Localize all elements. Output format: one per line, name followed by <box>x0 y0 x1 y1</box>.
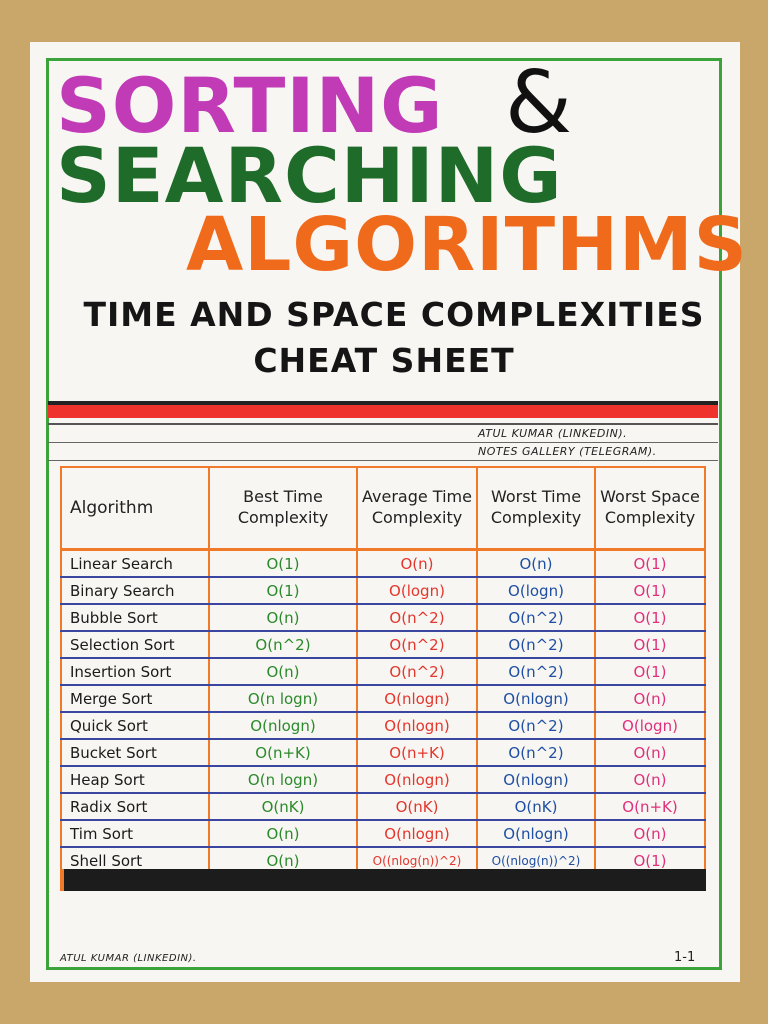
average-time-cell: O(nlogn) <box>357 820 477 847</box>
algorithm-name: Tim Sort <box>61 820 209 847</box>
best-time-cell: O(n) <box>209 820 357 847</box>
header-worst-space: Worst Space Complexity <box>595 467 705 550</box>
average-time-cell: O(n+K) <box>357 739 477 766</box>
average-time-cell: O(nlogn) <box>357 766 477 793</box>
algorithm-name: Radix Sort <box>61 793 209 820</box>
table-row <box>61 685 705 712</box>
best-time-cell: O(1) <box>209 550 357 578</box>
header-best-time: Best Time Complexity <box>209 467 357 550</box>
worst-space-cell: O(1) <box>595 577 705 604</box>
ruled-line <box>48 442 718 443</box>
algorithm-name: Insertion Sort <box>61 658 209 685</box>
best-time-cell: O(n logn) <box>209 685 357 712</box>
algorithm-name: Linear Search <box>61 550 209 578</box>
average-time-cell: O(n^2) <box>357 631 477 658</box>
algorithm-name: Quick Sort <box>61 712 209 739</box>
subtitle-line2: CHEAT SHEET <box>253 341 515 380</box>
average-time-cell: O(nlogn) <box>357 712 477 739</box>
worst-time-cell: O(nlogn) <box>477 820 595 847</box>
table-row <box>61 793 705 820</box>
worst-time-cell: O(n^2) <box>477 739 595 766</box>
best-time-cell: O(n) <box>209 604 357 631</box>
algorithm-name: Binary Search <box>61 577 209 604</box>
table-row <box>61 820 705 847</box>
worst-space-cell: O(n+K) <box>595 793 705 820</box>
worst-time-cell: O(n^2) <box>477 658 595 685</box>
ruled-line <box>48 423 718 425</box>
worst-time-cell: O(n) <box>477 550 595 578</box>
average-time-cell: O(nlogn) <box>357 685 477 712</box>
best-time-cell: O(n logn) <box>209 766 357 793</box>
divider-red <box>48 405 718 418</box>
title-searching: SEARCHING <box>56 131 563 220</box>
best-time-cell: O(nK) <box>209 793 357 820</box>
table-row <box>61 577 705 604</box>
average-time-cell: O(n^2) <box>357 658 477 685</box>
ruled-line <box>48 460 718 461</box>
best-time-cell: O(n) <box>209 847 357 874</box>
average-time-cell: O(logn) <box>357 577 477 604</box>
worst-time-cell: O(logn) <box>477 577 595 604</box>
table-row <box>61 658 705 685</box>
worst-space-cell: O(1) <box>595 604 705 631</box>
worst-space-cell: O(logn) <box>595 712 705 739</box>
worst-time-cell: O(nlogn) <box>477 766 595 793</box>
worst-time-cell: O(n^2) <box>477 712 595 739</box>
best-time-cell: O(n) <box>209 658 357 685</box>
worst-space-cell: O(1) <box>595 550 705 578</box>
complexity-table <box>60 466 706 875</box>
best-time-cell: O(nlogn) <box>209 712 357 739</box>
credit-telegram: NOTES GALLERY (TELEGRAM). <box>478 445 657 458</box>
table-row <box>61 766 705 793</box>
algorithm-name: Bucket Sort <box>61 739 209 766</box>
worst-space-cell: O(n) <box>595 739 705 766</box>
best-time-cell: O(n+K) <box>209 739 357 766</box>
worst-space-cell: O(1) <box>595 631 705 658</box>
table-row <box>61 739 705 766</box>
subtitle-line1: TIME AND SPACE COMPLEXITIES <box>83 295 705 334</box>
algorithm-name: Shell Sort <box>61 847 209 874</box>
table-footer-bar <box>64 869 706 891</box>
title-sorting: SORTING <box>56 61 444 150</box>
title-algorithms: ALGORITHMS <box>186 202 748 288</box>
title-ampersand: & <box>505 53 574 153</box>
average-time-cell: O((nlog(n))^2) <box>357 847 477 874</box>
algorithm-name: Merge Sort <box>61 685 209 712</box>
algorithm-name: Bubble Sort <box>61 604 209 631</box>
header-algorithm: Algorithm <box>61 467 209 550</box>
header-average-time: Average Time Complexity <box>357 467 477 550</box>
worst-time-cell: O(nlogn) <box>477 685 595 712</box>
table-header-row <box>61 467 705 550</box>
table-row <box>61 712 705 739</box>
worst-space-cell: O(1) <box>595 658 705 685</box>
algorithm-name: Heap Sort <box>61 766 209 793</box>
header-worst-time: Worst Time Complexity <box>477 467 595 550</box>
worst-space-cell: O(1) <box>595 847 705 874</box>
footer-page-number: 1-1 <box>674 950 696 965</box>
worst-time-cell: O((nlog(n))^2) <box>477 847 595 874</box>
worst-time-cell: O(n^2) <box>477 631 595 658</box>
table-row <box>61 631 705 658</box>
footer-author: ATUL KUMAR (LINKEDIN). <box>60 953 197 964</box>
table-row <box>61 550 705 578</box>
worst-space-cell: O(n) <box>595 766 705 793</box>
average-time-cell: O(n) <box>357 550 477 578</box>
table-row <box>61 604 705 631</box>
worst-space-cell: O(n) <box>595 820 705 847</box>
average-time-cell: O(nK) <box>357 793 477 820</box>
best-time-cell: O(n^2) <box>209 631 357 658</box>
average-time-cell: O(n^2) <box>357 604 477 631</box>
algorithm-name: Selection Sort <box>61 631 209 658</box>
worst-time-cell: O(nK) <box>477 793 595 820</box>
credit-linkedin: ATUL KUMAR (LINKEDIN). <box>478 427 628 440</box>
worst-time-cell: O(n^2) <box>477 604 595 631</box>
best-time-cell: O(1) <box>209 577 357 604</box>
worst-space-cell: O(n) <box>595 685 705 712</box>
